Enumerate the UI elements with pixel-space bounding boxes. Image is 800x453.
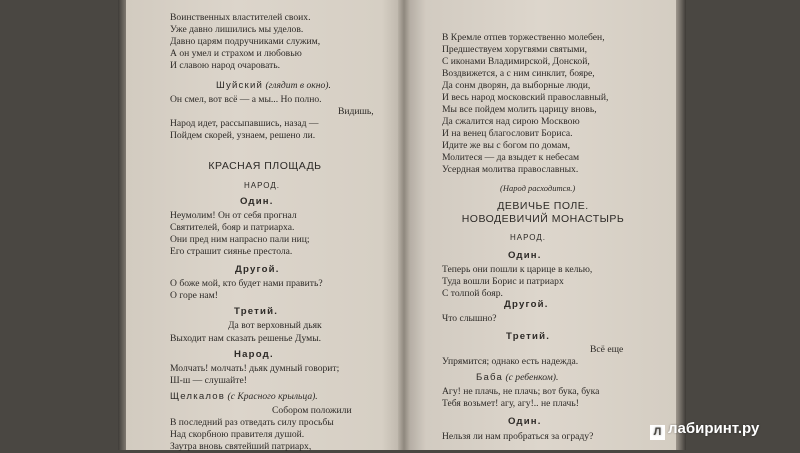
verse-line: Ш-ш — слушайте! bbox=[170, 375, 247, 386]
speaker-shuisky bbox=[216, 80, 331, 92]
verse-line: Что слышно? bbox=[442, 313, 497, 324]
verse-line: Теперь они пошли к царице в келью, bbox=[442, 264, 593, 275]
verse-line: Воздвижется, а с ним синклит, бояре, bbox=[442, 68, 595, 79]
verse-line: Да сжалится над сирою Москвою bbox=[442, 116, 580, 127]
scene-subtitle: НОВОДЕВИЧИЙ МОНАСТЫРЬ bbox=[461, 213, 625, 225]
verse-line: С иконами Владимирской, Донской, bbox=[442, 56, 590, 67]
verse-line: Мы все пойдем молить царицу вновь, bbox=[442, 104, 597, 115]
speaker-name: Один. bbox=[508, 250, 542, 261]
watermark-text: лабиринт.ру bbox=[668, 420, 760, 437]
verse-line: О боже мой, кто будет нами править? bbox=[170, 278, 323, 289]
verse-line: Предшествуем хоругвями святыми, bbox=[442, 44, 588, 55]
verse-line: Народ идет, рассыпавшись, назад — bbox=[170, 118, 319, 129]
speaker-name: Другой. bbox=[504, 299, 549, 310]
scene-people: НАРОД. bbox=[510, 233, 546, 242]
verse-line: Заутра вновь святейший патриарх, bbox=[170, 441, 312, 452]
verse-line: Святителей, бояр и патриарха. bbox=[170, 222, 295, 233]
verse-line: О горе нам! bbox=[170, 290, 218, 301]
scene-title: ДЕВИЧЬЕ ПОЛЕ. bbox=[497, 200, 589, 212]
labirint-logo-icon: Л bbox=[650, 425, 665, 440]
verse-line: Молитеся — да взыдет к небесам bbox=[442, 152, 580, 163]
speaker-name: Один. bbox=[508, 416, 542, 427]
verse-line: И на венец благословит Бориса. bbox=[442, 128, 573, 139]
verse-line: Неумолим! Он от себя прогнал bbox=[170, 210, 297, 221]
speaker-name: Шуйский bbox=[216, 80, 264, 91]
speaker-name: Один. bbox=[240, 196, 274, 207]
verse-line: Молчать! молчать! дьяк думный говорит; bbox=[170, 363, 340, 374]
scene-people: НАРОД. bbox=[244, 181, 280, 190]
verse-line: Уже давно лишились мы уделов. bbox=[170, 24, 304, 35]
speaker-name: Другой. bbox=[235, 264, 280, 275]
stage-direction: (с Красного крыльца). bbox=[227, 391, 318, 402]
stage-direction: (глядит в окно). bbox=[265, 80, 331, 91]
verse-line: Агу! не плачь, не плачь; вот бука, бука bbox=[442, 386, 600, 397]
verse-line: Пойдем скорей, узнаем, решено ли. bbox=[170, 130, 316, 141]
verse-line: Его страшит сиянье престола. bbox=[170, 246, 293, 257]
verse-line: В Кремле отпев торжественно молебен, bbox=[442, 32, 605, 43]
verse-line: И весь народ московский православный, bbox=[442, 92, 609, 103]
verse-line: Тебя возьмет! агу, агу!.. не плачь! bbox=[442, 398, 579, 409]
verse-line: Он смел, вот всё — а мы... Но полно. bbox=[170, 94, 322, 105]
verse-line: Да вот верховный дьяк bbox=[228, 320, 322, 331]
verse-line: Нельзя ли нам пробраться за ограду? bbox=[442, 431, 594, 442]
verse-line: А он умел и страхом и любовью bbox=[170, 48, 302, 59]
speaker-name: Третий. bbox=[234, 306, 279, 317]
verse-line: Давно царям подручниками служим, bbox=[170, 36, 321, 47]
verse-line: Упрямится; однако есть надежда. bbox=[442, 356, 579, 367]
verse-line: В последний раз отведать силу просьбы bbox=[170, 417, 334, 428]
speaker-shchelkalov bbox=[170, 391, 318, 403]
scene-title: КРАСНАЯ ПЛОЩАДЬ bbox=[208, 160, 322, 172]
labirint-watermark bbox=[650, 420, 759, 440]
verse-line: С толпой бояр. bbox=[442, 288, 503, 299]
verse-line: Да сонм дворян, да выборные люди, bbox=[442, 80, 591, 91]
verse-line: Всё еще bbox=[590, 344, 624, 355]
speaker-name: Щелкалов bbox=[170, 391, 226, 402]
verse-line: Над скорбною правителя душой. bbox=[170, 429, 305, 440]
verse-line: Они пред ним напрасно пали ниц; bbox=[170, 234, 310, 245]
stage-direction: (Народ расходится.) bbox=[500, 183, 576, 193]
verse-line: Воинственных властителей своих. bbox=[170, 12, 311, 23]
verse-line: Усердная молитва православных. bbox=[442, 164, 579, 175]
speaker-name: Третий. bbox=[506, 331, 551, 342]
book-gutter bbox=[398, 0, 410, 450]
verse-line: И славою народ очаровать. bbox=[170, 60, 281, 71]
verse-line: Собором положили bbox=[272, 405, 352, 416]
verse-line: Выходит нам сказать решенье Думы. bbox=[170, 333, 322, 344]
verse-line: Туда вошли Борис и патриарх bbox=[442, 276, 564, 287]
speaker-woman bbox=[476, 372, 558, 384]
verse-line: Видишь, bbox=[338, 106, 374, 117]
speaker-name: Баба bbox=[476, 372, 504, 383]
right-page-edge bbox=[676, 0, 686, 450]
stage-direction: (с ребенком). bbox=[505, 372, 559, 383]
speaker-name: Народ. bbox=[234, 349, 274, 360]
verse-line: Идите же вы с богом по домам, bbox=[442, 140, 570, 151]
